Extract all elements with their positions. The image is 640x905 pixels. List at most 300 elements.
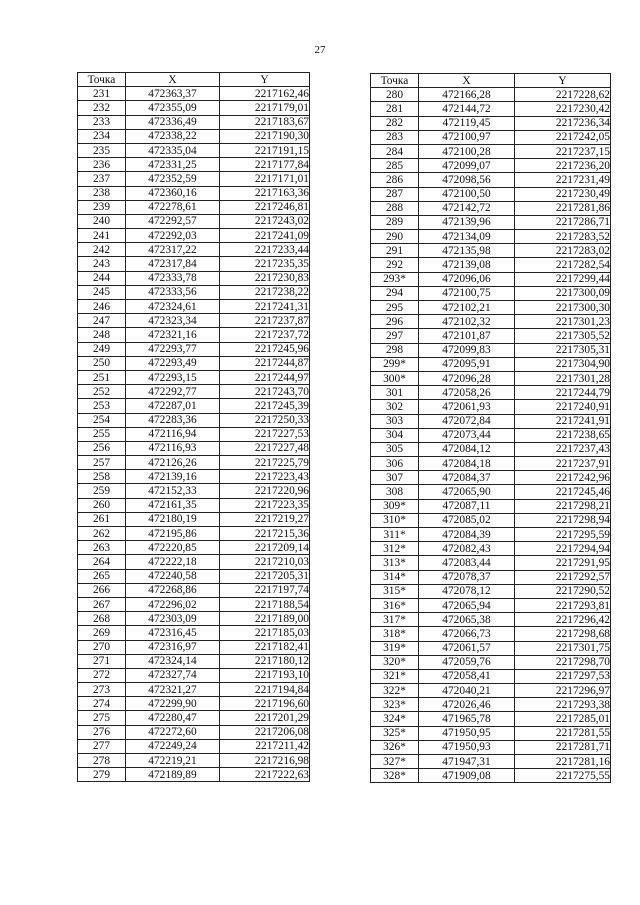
x-cell: 471947,31 [419, 755, 515, 769]
x-cell: 472102,32 [419, 315, 515, 329]
x-cell: 472293,15 [126, 370, 220, 384]
point-cell: 285 [371, 159, 419, 173]
x-cell: 472222,18 [126, 555, 220, 569]
point-cell: 293* [371, 272, 419, 286]
point-cell: 239 [78, 200, 126, 214]
x-cell: 472335,04 [126, 143, 220, 157]
x-cell: 472296,02 [126, 597, 220, 611]
x-cell: 472119,45 [419, 116, 515, 130]
point-cell: 317* [371, 613, 419, 627]
point-cell: 242 [78, 243, 126, 257]
x-cell: 472333,78 [126, 271, 220, 285]
table-row [371, 386, 611, 400]
table-header-row [78, 73, 310, 87]
y-cell: 2217201,29 [220, 711, 310, 725]
x-cell: 472078,37 [419, 570, 515, 584]
x-cell: 472065,94 [419, 598, 515, 612]
y-cell: 2217299,44 [515, 272, 611, 286]
y-cell: 2217298,94 [515, 513, 611, 527]
y-cell: 2217205,31 [220, 569, 310, 583]
y-cell: 2217238,65 [515, 428, 611, 442]
table-row [371, 655, 611, 669]
coordinates-table-left [77, 72, 310, 782]
table-row [371, 499, 611, 513]
table-row [371, 528, 611, 542]
y-cell: 2217225,79 [220, 456, 310, 470]
table-row [371, 144, 611, 158]
x-cell: 472166,28 [419, 88, 515, 102]
x-cell: 472303,09 [126, 612, 220, 626]
table-row [78, 370, 310, 384]
point-cell: 255 [78, 427, 126, 441]
point-cell: 241 [78, 229, 126, 243]
table-row [78, 285, 310, 299]
table-row [78, 768, 310, 782]
x-cell: 472116,93 [126, 441, 220, 455]
point-cell: 323* [371, 698, 419, 712]
x-cell: 472139,96 [419, 215, 515, 229]
x-cell: 472099,83 [419, 343, 515, 357]
point-cell: 276 [78, 725, 126, 739]
point-cell: 236 [78, 158, 126, 172]
x-cell: 472144,72 [419, 102, 515, 116]
point-cell: 307 [371, 471, 419, 485]
table-row [371, 513, 611, 527]
table-row [78, 300, 310, 314]
x-cell: 472352,59 [126, 172, 220, 186]
x-cell: 472189,89 [126, 768, 220, 782]
table-row [78, 413, 310, 427]
y-cell: 2217244,87 [220, 356, 310, 370]
point-cell: 296 [371, 315, 419, 329]
y-cell: 2217237,87 [220, 314, 310, 328]
y-cell: 2217297,53 [515, 669, 611, 683]
x-cell: 472058,41 [419, 669, 515, 683]
y-cell: 2217180,12 [220, 654, 310, 668]
table-row [371, 116, 611, 130]
table-row [78, 342, 310, 356]
point-cell: 262 [78, 527, 126, 541]
point-cell: 325* [371, 726, 419, 740]
point-cell: 301 [371, 386, 419, 400]
y-cell: 2217237,15 [515, 144, 611, 158]
table-row [78, 257, 310, 271]
table-row [78, 683, 310, 697]
y-cell: 2217243,70 [220, 385, 310, 399]
table-row [78, 243, 310, 257]
table-row [371, 88, 611, 102]
point-cell: 289 [371, 215, 419, 229]
table-row [371, 769, 611, 783]
table-row [371, 698, 611, 712]
point-cell: 322* [371, 684, 419, 698]
y-cell: 2217292,57 [515, 570, 611, 584]
point-cell: 320* [371, 655, 419, 669]
y-cell: 2217190,30 [220, 129, 310, 143]
table-row [78, 612, 310, 626]
x-cell: 472084,39 [419, 528, 515, 542]
x-cell: 472096,28 [419, 371, 515, 385]
x-cell: 472065,90 [419, 485, 515, 499]
y-cell: 2217244,79 [515, 386, 611, 400]
x-cell: 472059,76 [419, 655, 515, 669]
x-cell: 472073,44 [419, 428, 515, 442]
table-row [371, 301, 611, 315]
point-cell: 269 [78, 626, 126, 640]
point-cell: 267 [78, 597, 126, 611]
y-cell: 2217242,05 [515, 130, 611, 144]
x-cell: 472278,61 [126, 200, 220, 214]
x-cell: 472316,45 [126, 626, 220, 640]
table-row [78, 456, 310, 470]
table-row [371, 471, 611, 485]
table-row [371, 244, 611, 258]
table-row [78, 214, 310, 228]
y-cell: 2217294,94 [515, 542, 611, 556]
x-cell: 472026,46 [419, 698, 515, 712]
table-row [78, 711, 310, 725]
x-cell: 472317,22 [126, 243, 220, 257]
y-cell: 2217215,36 [220, 527, 310, 541]
point-cell: 254 [78, 413, 126, 427]
y-cell: 2217193,10 [220, 668, 310, 682]
y-cell: 2217197,74 [220, 583, 310, 597]
y-cell: 2217245,39 [220, 399, 310, 413]
table-row [371, 755, 611, 769]
x-cell: 472287,01 [126, 399, 220, 413]
table-row [371, 442, 611, 456]
point-cell: 259 [78, 484, 126, 498]
point-cell: 326* [371, 740, 419, 754]
x-cell: 472240,58 [126, 569, 220, 583]
y-cell: 2217241,09 [220, 229, 310, 243]
x-cell: 472268,86 [126, 583, 220, 597]
y-cell: 2217220,96 [220, 484, 310, 498]
point-cell: 286 [371, 173, 419, 187]
table-row [371, 343, 611, 357]
y-cell: 2217227,53 [220, 427, 310, 441]
point-cell: 319* [371, 641, 419, 655]
y-cell: 2217222,63 [220, 768, 310, 782]
table-row [371, 102, 611, 116]
table-row [78, 200, 310, 214]
y-cell: 2217171,01 [220, 172, 310, 186]
header-y: Y [515, 74, 611, 88]
x-cell: 472084,12 [419, 442, 515, 456]
y-cell: 2217281,71 [515, 740, 611, 754]
x-cell: 472061,57 [419, 641, 515, 655]
table-row [371, 570, 611, 584]
point-cell: 271 [78, 654, 126, 668]
x-cell: 472293,77 [126, 342, 220, 356]
x-cell: 471909,08 [419, 769, 515, 783]
y-cell: 2217250,33 [220, 413, 310, 427]
point-cell: 247 [78, 314, 126, 328]
table-row [371, 272, 611, 286]
y-cell: 2217179,01 [220, 101, 310, 115]
y-cell: 2217281,86 [515, 201, 611, 215]
point-cell: 251 [78, 370, 126, 384]
point-cell: 265 [78, 569, 126, 583]
y-cell: 2217291,95 [515, 556, 611, 570]
x-cell: 472327,74 [126, 668, 220, 682]
y-cell: 2217189,00 [220, 612, 310, 626]
x-cell: 472066,73 [419, 627, 515, 641]
table-row [78, 314, 310, 328]
table-row [78, 129, 310, 143]
y-cell: 2217305,52 [515, 329, 611, 343]
y-cell: 2217233,44 [220, 243, 310, 257]
point-cell: 237 [78, 172, 126, 186]
table-row [78, 158, 310, 172]
x-cell: 472220,85 [126, 541, 220, 555]
y-cell: 2217227,48 [220, 441, 310, 455]
x-cell: 472078,12 [419, 584, 515, 598]
table-row [371, 556, 611, 570]
y-cell: 2217281,16 [515, 755, 611, 769]
x-cell: 472085,02 [419, 513, 515, 527]
point-cell: 234 [78, 129, 126, 143]
point-cell: 238 [78, 186, 126, 200]
point-cell: 245 [78, 285, 126, 299]
table-row [78, 597, 310, 611]
x-cell: 472324,61 [126, 300, 220, 314]
table-row [78, 356, 310, 370]
table-row [371, 428, 611, 442]
x-cell: 472142,72 [419, 201, 515, 215]
table-row [78, 271, 310, 285]
y-cell: 2217283,02 [515, 244, 611, 258]
x-cell: 472292,77 [126, 385, 220, 399]
table-row [78, 697, 310, 711]
y-cell: 2217286,71 [515, 215, 611, 229]
y-cell: 2217301,23 [515, 315, 611, 329]
y-cell: 2217191,15 [220, 143, 310, 157]
point-cell: 274 [78, 697, 126, 711]
x-cell: 472280,47 [126, 711, 220, 725]
table-row [371, 371, 611, 385]
y-cell: 2217185,03 [220, 626, 310, 640]
point-cell: 297 [371, 329, 419, 343]
point-cell: 315* [371, 584, 419, 598]
x-cell: 472321,16 [126, 328, 220, 342]
header-x: X [126, 73, 220, 87]
x-cell: 472095,91 [419, 357, 515, 371]
header-point: Точка [78, 73, 126, 87]
point-cell: 290 [371, 230, 419, 244]
y-cell: 2217163,36 [220, 186, 310, 200]
y-cell: 2217188,54 [220, 597, 310, 611]
table-header-row [371, 74, 611, 88]
table-row [78, 399, 310, 413]
x-cell: 472293,49 [126, 356, 220, 370]
x-cell: 472272,60 [126, 725, 220, 739]
table-row [371, 598, 611, 612]
point-cell: 272 [78, 668, 126, 682]
table-body-right [371, 88, 611, 783]
point-cell: 311* [371, 528, 419, 542]
x-cell: 472324,14 [126, 654, 220, 668]
y-cell: 2217300,30 [515, 301, 611, 315]
point-cell: 282 [371, 116, 419, 130]
x-cell: 472292,03 [126, 229, 220, 243]
y-cell: 2217245,96 [220, 342, 310, 356]
table-row [371, 740, 611, 754]
x-cell: 472180,19 [126, 512, 220, 526]
x-cell: 472333,56 [126, 285, 220, 299]
table-row [78, 328, 310, 342]
y-cell: 2217228,62 [515, 88, 611, 102]
x-cell: 472099,07 [419, 159, 515, 173]
x-cell: 472072,84 [419, 414, 515, 428]
x-cell: 472102,21 [419, 301, 515, 315]
y-cell: 2217304,90 [515, 357, 611, 371]
point-cell: 258 [78, 470, 126, 484]
point-cell: 268 [78, 612, 126, 626]
table-row [371, 641, 611, 655]
y-cell: 2217238,22 [220, 285, 310, 299]
table-row [371, 684, 611, 698]
table-row [78, 87, 310, 101]
y-cell: 2217230,49 [515, 187, 611, 201]
y-cell: 2217230,83 [220, 271, 310, 285]
coordinates-table-right [370, 73, 611, 783]
point-cell: 257 [78, 456, 126, 470]
point-cell: 292 [371, 258, 419, 272]
point-cell: 244 [78, 271, 126, 285]
point-cell: 273 [78, 683, 126, 697]
y-cell: 2217162,46 [220, 87, 310, 101]
point-cell: 275 [78, 711, 126, 725]
point-cell: 248 [78, 328, 126, 342]
table-row [78, 470, 310, 484]
table-row [371, 258, 611, 272]
point-cell: 266 [78, 583, 126, 597]
x-cell: 472040,21 [419, 684, 515, 698]
point-cell: 314* [371, 570, 419, 584]
x-cell: 472065,38 [419, 613, 515, 627]
y-cell: 2217296,97 [515, 684, 611, 698]
x-cell: 472292,57 [126, 214, 220, 228]
header-x: X [419, 74, 515, 88]
y-cell: 2217241,31 [220, 300, 310, 314]
table-row [78, 527, 310, 541]
x-cell: 472195,86 [126, 527, 220, 541]
y-cell: 2217235,35 [220, 257, 310, 271]
point-cell: 304 [371, 428, 419, 442]
x-cell: 472316,97 [126, 640, 220, 654]
y-cell: 2217216,98 [220, 754, 310, 768]
x-cell: 472283,36 [126, 413, 220, 427]
y-cell: 2217295,59 [515, 528, 611, 542]
x-cell: 472100,97 [419, 130, 515, 144]
table-row [371, 542, 611, 556]
point-cell: 291 [371, 244, 419, 258]
point-cell: 310* [371, 513, 419, 527]
y-cell: 2217243,02 [220, 214, 310, 228]
point-cell: 298 [371, 343, 419, 357]
table-row [78, 186, 310, 200]
table-row [371, 627, 611, 641]
x-cell: 472299,90 [126, 697, 220, 711]
point-cell: 280 [371, 88, 419, 102]
point-cell: 300* [371, 371, 419, 385]
y-cell: 2217298,68 [515, 627, 611, 641]
y-cell: 2217293,38 [515, 698, 611, 712]
point-cell: 256 [78, 441, 126, 455]
x-cell: 472061,93 [419, 400, 515, 414]
point-cell: 295 [371, 301, 419, 315]
table-row [78, 725, 310, 739]
x-cell: 472360,16 [126, 186, 220, 200]
point-cell: 232 [78, 101, 126, 115]
table-row [371, 315, 611, 329]
y-cell: 2217285,01 [515, 712, 611, 726]
table-row [371, 400, 611, 414]
table-row [78, 583, 310, 597]
x-cell: 472139,16 [126, 470, 220, 484]
table-row [78, 172, 310, 186]
point-cell: 312* [371, 542, 419, 556]
x-cell: 472084,37 [419, 471, 515, 485]
x-cell: 472101,87 [419, 329, 515, 343]
x-cell: 472100,50 [419, 187, 515, 201]
point-cell: 313* [371, 556, 419, 570]
point-cell: 261 [78, 512, 126, 526]
point-cell: 243 [78, 257, 126, 271]
x-cell: 472082,43 [419, 542, 515, 556]
table-row [78, 115, 310, 129]
point-cell: 284 [371, 144, 419, 158]
table-row [78, 441, 310, 455]
point-cell: 305 [371, 442, 419, 456]
point-cell: 281 [371, 102, 419, 116]
x-cell: 472331,25 [126, 158, 220, 172]
y-cell: 2217237,72 [220, 328, 310, 342]
table-row [371, 613, 611, 627]
x-cell: 472139,08 [419, 258, 515, 272]
table-row [78, 101, 310, 115]
x-cell: 472058,26 [419, 386, 515, 400]
x-cell: 472126,26 [126, 456, 220, 470]
y-cell: 2217237,43 [515, 442, 611, 456]
point-cell: 231 [78, 87, 126, 101]
point-cell: 233 [78, 115, 126, 129]
table-row [78, 229, 310, 243]
y-cell: 2217275,55 [515, 769, 611, 783]
point-cell: 299* [371, 357, 419, 371]
table-row [78, 739, 310, 753]
x-cell: 472363,37 [126, 87, 220, 101]
y-cell: 2217296,42 [515, 613, 611, 627]
y-cell: 2217298,70 [515, 655, 611, 669]
x-cell: 472100,28 [419, 144, 515, 158]
table-row [78, 654, 310, 668]
table-row [371, 215, 611, 229]
point-cell: 235 [78, 143, 126, 157]
y-cell: 2217244,97 [220, 370, 310, 384]
point-cell: 294 [371, 286, 419, 300]
table-row [78, 569, 310, 583]
y-cell: 2217282,54 [515, 258, 611, 272]
x-cell: 472083,44 [419, 556, 515, 570]
y-cell: 2217240,91 [515, 400, 611, 414]
y-cell: 2217177,84 [220, 158, 310, 172]
table-row [371, 726, 611, 740]
x-cell: 472098,56 [419, 173, 515, 187]
point-cell: 288 [371, 201, 419, 215]
point-cell: 253 [78, 399, 126, 413]
